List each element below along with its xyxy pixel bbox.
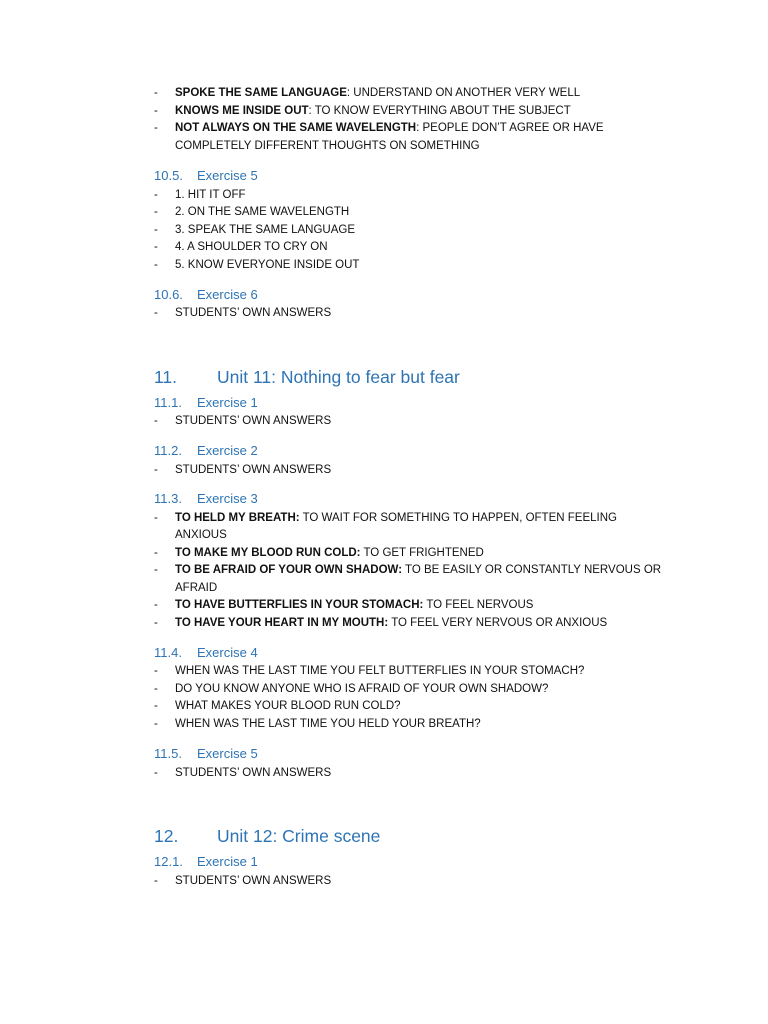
definition: TO WAIT FOR SOMETHING TO HAPPEN, OFTEN FEELING — [299, 512, 617, 524]
section-heading-11-1 — [154, 395, 258, 410]
list-item: STUDENTS’ OWN ANSWERS — [175, 767, 332, 779]
section-number: 11.4. — [154, 645, 182, 660]
definition-item — [175, 512, 617, 524]
unit-heading-11 — [154, 367, 460, 388]
definition-continuation: AFRAID — [175, 582, 218, 594]
bullet-dash: - — [154, 307, 158, 319]
definition-continuation: ANXIOUS — [175, 529, 227, 541]
section-number: 11.2. — [154, 443, 182, 458]
section-heading-12-1 — [154, 854, 258, 869]
bullet-dash: - — [154, 700, 158, 712]
term: TO HAVE YOUR HEART IN MY MOUTH: — [175, 617, 389, 629]
bullet-dash: - — [154, 464, 158, 476]
definition: TO BE EASILY OR CONSTANTLY NERVOUS OR — [402, 564, 662, 576]
term: KNOWS ME INSIDE OUT — [175, 105, 309, 117]
list-item: 3. SPEAK THE SAME LANGUAGE — [175, 224, 356, 236]
bullet-dash: - — [154, 683, 158, 695]
bullet-dash: - — [154, 599, 158, 611]
bullet-dash: - — [154, 189, 158, 201]
bullet-dash: - — [154, 87, 158, 99]
section-heading-11-2 — [154, 443, 258, 458]
section-number: 10.6. — [154, 287, 183, 302]
term: SPOKE THE SAME LANGUAGE — [175, 87, 347, 99]
section-number: 12.1. — [154, 854, 183, 869]
bullet-dash: - — [154, 105, 158, 117]
section-title: Exercise 4 — [197, 645, 258, 660]
section-title: Exercise 5 — [197, 746, 258, 761]
unit-title: Unit 11: Nothing to fear but fear — [217, 367, 460, 387]
list-item: 2. ON THE SAME WAVELENGTH — [175, 206, 350, 218]
section-number: 10.5. — [154, 168, 183, 183]
definition: TO FEEL VERY NERVOUS OR ANXIOUS — [388, 617, 608, 629]
list-item: WHEN WAS THE LAST TIME YOU FELT BUTTERFLIES IN YOUR STOMACH? — [175, 665, 585, 677]
term: TO BE AFRAID OF YOUR OWN SHADOW: — [175, 564, 403, 576]
definition: TO KNOW EVERYTHING ABOUT THE SUBJECT — [314, 105, 571, 117]
bullet-dash: - — [154, 224, 158, 236]
unit-heading-12 — [154, 826, 380, 847]
list-item: STUDENTS’ OWN ANSWERS — [175, 307, 332, 319]
bullet-dash: - — [154, 259, 158, 271]
bullet-dash: - — [154, 767, 158, 779]
list-item: STUDENTS’ OWN ANSWERS — [175, 415, 332, 427]
definition-item — [175, 564, 661, 576]
list-item: 4. A SHOULDER TO CRY ON — [175, 241, 328, 253]
bullet-dash: - — [154, 875, 158, 887]
bullet-dash: - — [154, 122, 158, 134]
section-title: Exercise 1 — [197, 854, 258, 869]
list-item: DO YOU KNOW ANYONE WHO IS AFRAID OF YOUR OWN SHADOW? — [175, 683, 549, 695]
separator: : — [308, 105, 315, 117]
section-title: Exercise 6 — [197, 287, 258, 302]
list-item: 1. HIT IT OFF — [175, 189, 246, 201]
term: NOT ALWAYS ON THE SAME WAVELENGTH — [175, 122, 417, 134]
bullet-dash: - — [154, 617, 158, 629]
definition-item — [175, 617, 607, 629]
separator: : — [416, 122, 423, 134]
list-item: WHAT MAKES YOUR BLOOD RUN COLD? — [175, 700, 401, 712]
section-heading-11-5 — [154, 746, 258, 761]
section-heading-11-3 — [154, 491, 258, 506]
bullet-dash: - — [154, 241, 158, 253]
separator: : — [346, 87, 354, 99]
unit-number: 11. — [154, 367, 178, 387]
term: TO HAVE BUTTERFLIES IN YOUR STOMACH: — [175, 599, 424, 611]
bullet-dash: - — [154, 564, 158, 576]
bullet-dash: - — [154, 547, 158, 559]
section-number: 11.5. — [154, 746, 182, 761]
section-title: Exercise 2 — [197, 443, 258, 458]
definition-item — [175, 87, 580, 99]
section-title: Exercise 3 — [197, 491, 258, 506]
section-number: 11.3. — [154, 491, 182, 506]
list-item: 5. KNOW EVERYONE INSIDE OUT — [175, 259, 360, 271]
definition: UNDERSTAND ON ANOTHER VERY WELL — [353, 87, 581, 99]
section-heading-10-6 — [154, 287, 258, 302]
definition-continuation: COMPLETELY DIFFERENT THOUGHTS ON SOMETHING — [175, 140, 480, 152]
list-item: STUDENTS’ OWN ANSWERS — [175, 875, 332, 887]
definition-item — [175, 547, 484, 559]
list-item: STUDENTS’ OWN ANSWERS — [175, 464, 332, 476]
definition: TO GET FRIGHTENED — [360, 547, 484, 559]
section-number: 11.1. — [154, 395, 182, 410]
bullet-dash: - — [154, 512, 158, 524]
section-title: Exercise 5 — [197, 168, 258, 183]
bullet-dash: - — [154, 665, 158, 677]
definition-item — [175, 599, 533, 611]
definition: TO FEEL NERVOUS — [423, 599, 534, 611]
unit-title: Unit 12: Crime scene — [217, 826, 381, 846]
term: TO MAKE MY BLOOD RUN COLD: — [175, 547, 361, 559]
bullet-dash: - — [154, 206, 158, 218]
section-heading-10-5 — [154, 168, 258, 183]
definition-item — [175, 122, 604, 134]
bullet-dash: - — [154, 718, 158, 730]
term: TO HELD MY BREATH: — [175, 512, 300, 524]
definition: PEOPLE DON’T AGREE OR HAVE — [422, 122, 604, 134]
list-item: WHEN WAS THE LAST TIME YOU HELD YOUR BREATH? — [175, 718, 481, 730]
section-heading-11-4 — [154, 645, 258, 660]
definition-item — [175, 105, 571, 117]
unit-number: 12. — [154, 826, 179, 846]
section-title: Exercise 1 — [197, 395, 258, 410]
bullet-dash: - — [154, 415, 158, 427]
